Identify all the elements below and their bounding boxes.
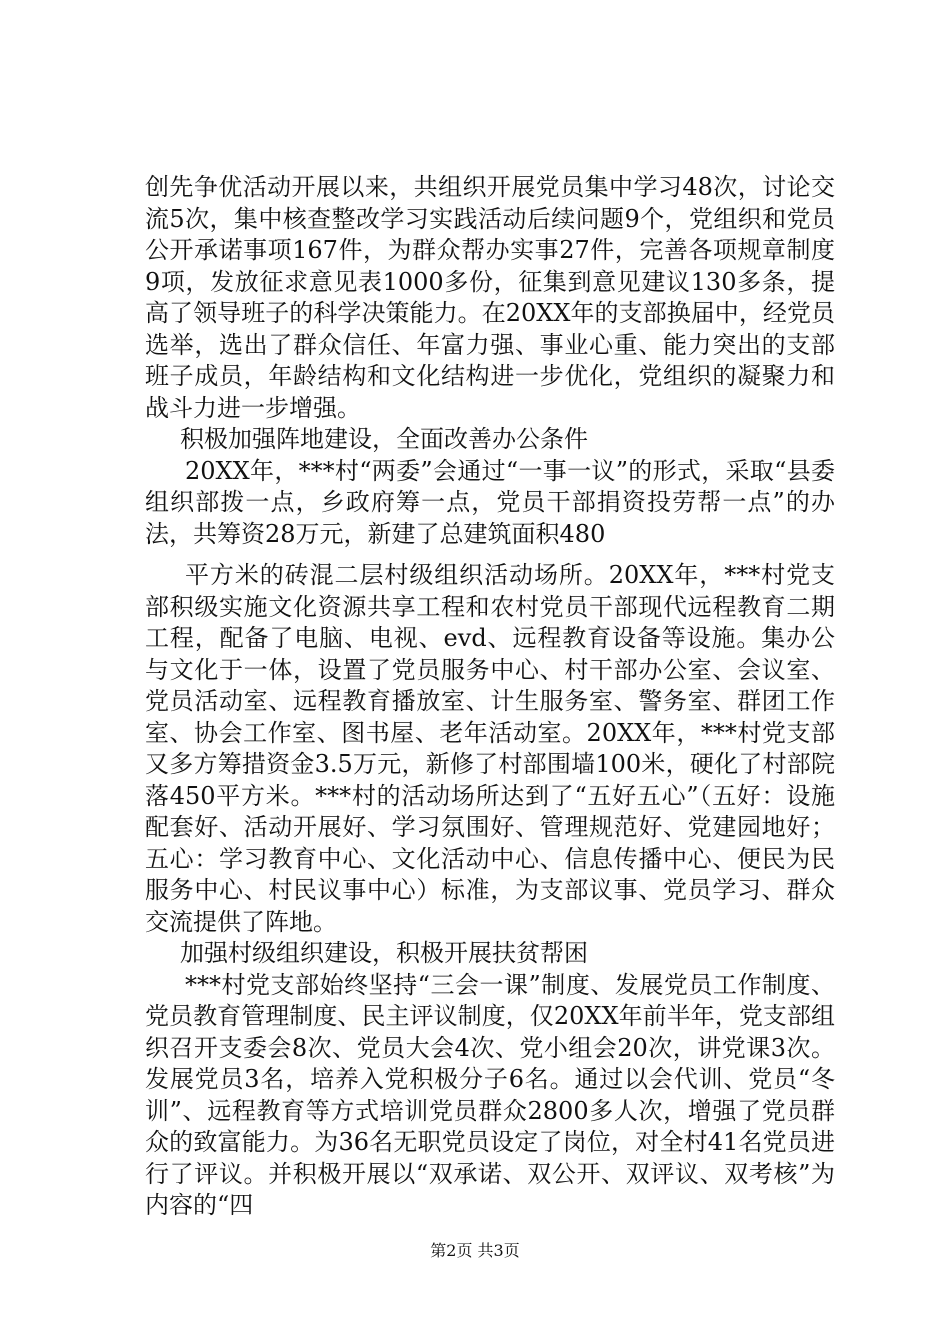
paragraph-funding: 20XX年，***村“两委”会通过“一事一议”的形式，采取“县委组织部拨一点，乡政府筹一点，党员干部捐资投劳帮一点”的办法，共筹资28万元，新建了总建筑面积480 <box>145 456 835 548</box>
section-heading-organization-building: 加强村级组织建设，积极开展扶贫帮困 <box>180 939 588 967</box>
paragraph-activity-venue: 平方米的砖混二层村级组织活动场所。20XX年，***村党支部积级实施文化资源共享工程和农村党员干部现代远程教育二期工程，配备了电脑、电视、evd、远程教育设备等设施。集办公与文化于一体，设置了党员服务中心、村干部办公室、会议室、党员活动室、远程教育播放室、计生服务室、警务室、群团工作室、协会工作室、图书屋、老年活动室。20XX年，***村党支部又多方筹措资金3.5万元，新修了村部围墙100米，硬化了村部院落450平方米。***村的活动场所达到了“五好五心”（五好：设施配套好、活动开展好、学习氛围好、管理规范好、党建园地好；五心：学习教育中心、文化活动中心、信息传播中心、便民为民服务中心、村民议事中心）标准，为支部议事、党员学习、群众交流提供了阵地。 <box>145 561 835 936</box>
section-heading-position-building: 积极加强阵地建设，全面改善办公条件 <box>180 425 588 453</box>
document-body <box>145 172 835 1222</box>
paragraph-achievements: 创先争优活动开展以来，共组织开展党员集中学习48次，讨论交流5次，集中核查整改学习实践活动后续问题9个，党组织和党员公开承诺事项167件，为群众帮办实事27件，完善各项规章制度9项，发放征求意见表1000多份，征集到意见建议130多条，提高了领导班子的科学决策能力。在20XX年的支部换届中，经党员选举，选出了群众信任、年富力强、事业心重、能力突出的支部班子成员，年龄结构和文化结构进一步优化，党组织的凝聚力和战斗力进一步增强。 <box>145 173 835 422</box>
page-number-footer: 第2页 共3页 <box>430 1241 520 1260</box>
paragraph-organization-system: ***村党支部始终坚持“三会一课”制度、发展党员工作制度、党员教育管理制度、民主评议制度，仅20XX年前半年，党支部组织召开支委会8次、党员大会4次、党小组会20次，讲党课3次。发展党员3名，培养入党积极分子6名。通过以会代训、党员“冬训”、远程教育等方式培训党员群众2800多人次，增强了党员群众的致富能力。为36名无职党员设定了岗位，对全村41名党员进行了评议。并积极开展以“双承诺、双公开、双评议、双考核”为内容的“四 <box>145 970 835 1219</box>
